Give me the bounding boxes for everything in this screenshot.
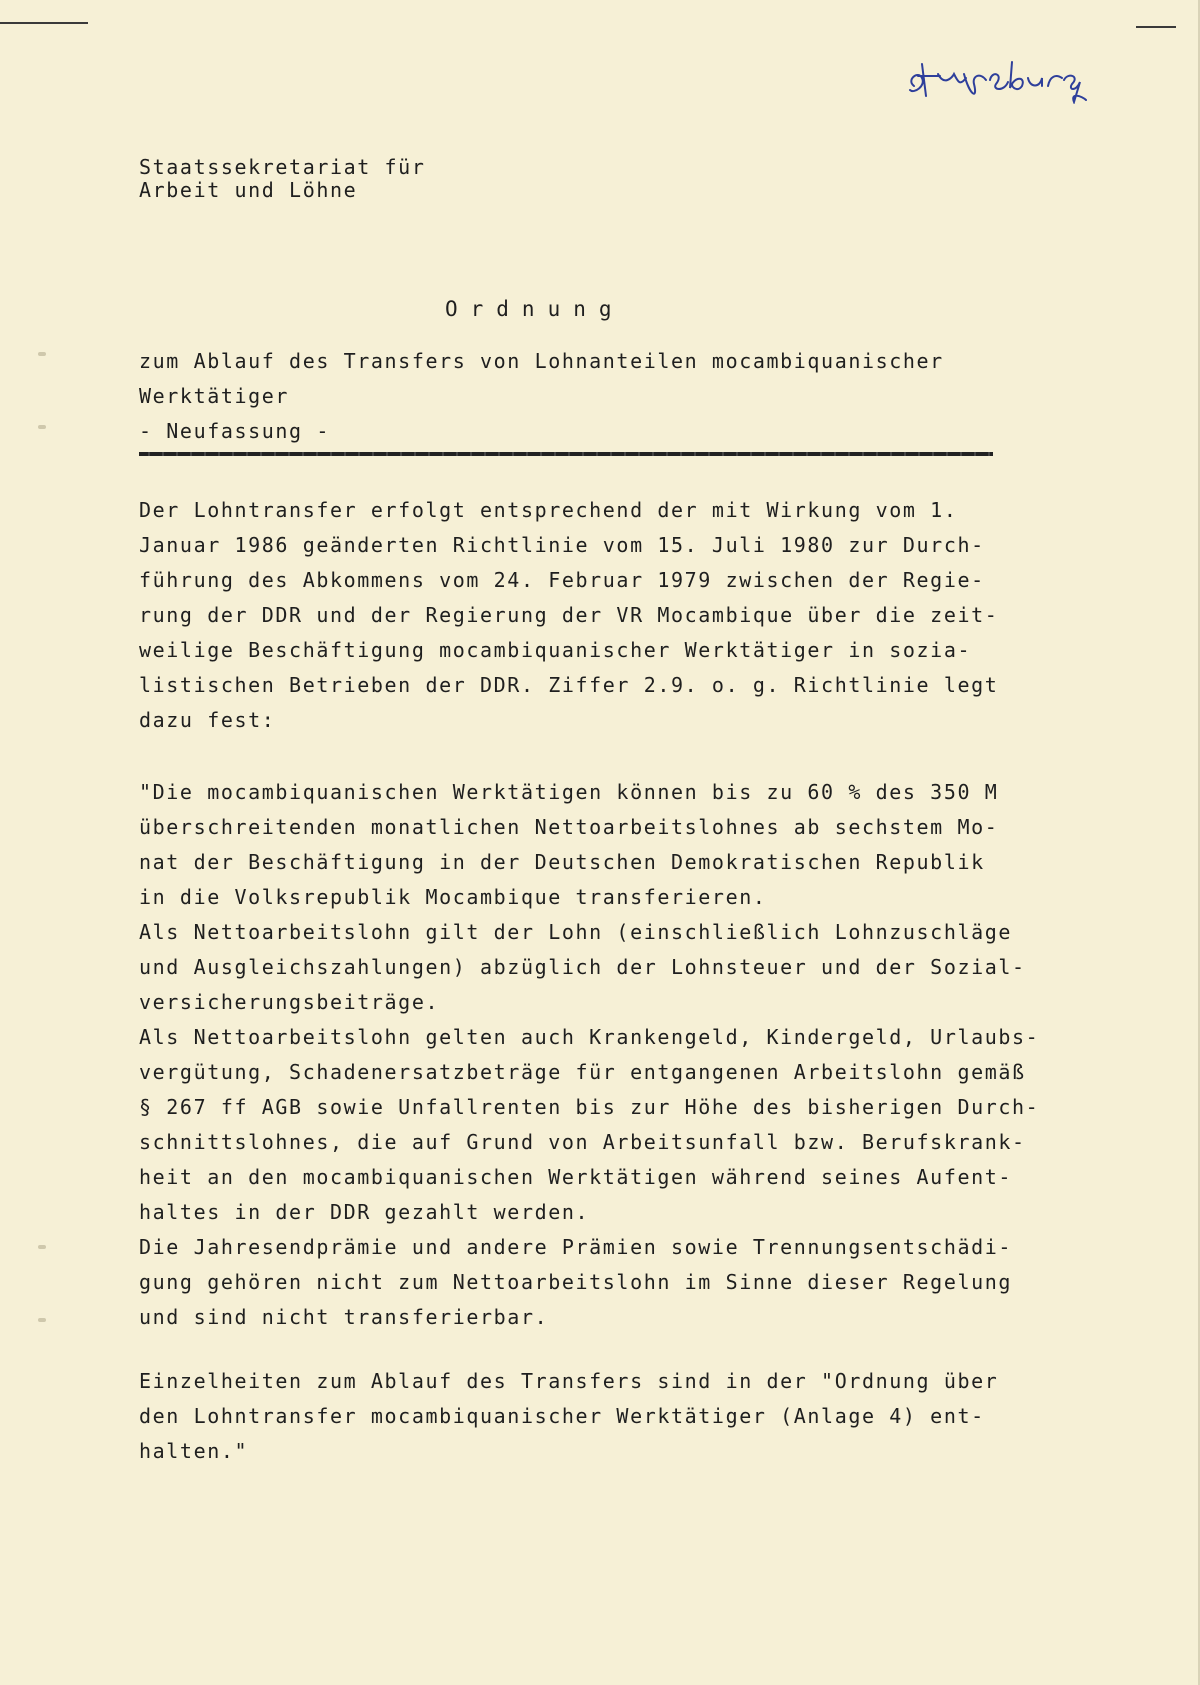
text-line: Januar 1986 geänderten Richtlinie vom 15. Juli 1980 zur Durch- — [139, 533, 985, 557]
paragraph-intro — [139, 493, 1089, 738]
text-line: versicherungsbeiträge. — [139, 990, 440, 1014]
issuer-header — [139, 156, 425, 202]
text-line: dazu fest: — [139, 708, 276, 732]
text-line: "Die mocambiquanischen Werktätigen können bis zu 60 % des 350 M — [139, 780, 999, 804]
text-line: vergütung, Schadenersatzbeträge für entgangenen Arbeitslohn gemäß — [139, 1060, 1026, 1084]
text-line: führung des Abkommens vom 24. Februar 1979 zwischen der Regie- — [139, 568, 985, 592]
text-line: und sind nicht transferierbar. — [139, 1305, 549, 1329]
punch-hole-mark — [38, 1245, 46, 1249]
punch-hole-mark — [38, 425, 46, 429]
handwritten-signature — [900, 56, 1090, 104]
text-line: § 267 ff AGB sowie Unfallrenten bis zur Höhe des bisherigen Durch- — [139, 1095, 1040, 1119]
text-line: Einzelheiten zum Ablauf des Transfers sind in der "Ordnung über — [139, 1369, 999, 1393]
punch-hole-mark — [38, 352, 46, 356]
text-line: haltes in der DDR gezahlt werden. — [139, 1200, 590, 1224]
text-line: listischen Betrieben der DDR. Ziffer 2.9. o. g. Richtlinie legt — [139, 673, 999, 697]
paragraph-quote — [139, 775, 1089, 1335]
title-underline — [139, 452, 993, 456]
text-line: nat der Beschäftigung in der Deutschen Demokratischen Republik — [139, 850, 985, 874]
text-line: heit an den mocambiquanischen Werktätigen während seines Aufent- — [139, 1165, 1013, 1189]
scan-edge-mark-right — [1136, 26, 1176, 28]
text-line: halten." — [139, 1439, 249, 1463]
document-title: Ordnung — [445, 297, 625, 321]
paragraph-closing — [139, 1364, 1089, 1469]
text-line: weilige Beschäftigung mocambiquanischer Werktätiger in sozia- — [139, 638, 972, 662]
header-line: Staatssekretariat für — [139, 155, 426, 179]
text-line: in die Volksrepublik Mocambique transferieren. — [139, 885, 767, 909]
text-line: den Lohntransfer mocambiquanischer Werktätiger (Anlage 4) ent- — [139, 1404, 985, 1428]
scan-edge-mark — [0, 22, 88, 24]
header-line: Arbeit und Löhne — [139, 178, 358, 202]
text-line: Der Lohntransfer erfolgt entsprechend der mit Wirkung vom 1. — [139, 498, 958, 522]
subtitle-line: Werktätiger — [139, 384, 290, 408]
text-line: rung der DDR und der Regierung der VR Mocambique über die zeit- — [139, 603, 999, 627]
text-line: überschreitenden monatlichen Nettoarbeitslohnes ab sechstem Mo- — [139, 815, 999, 839]
text-line: schnittslohnes, die auf Grund von Arbeitsunfall bzw. Berufskrank- — [139, 1130, 1026, 1154]
punch-hole-mark — [38, 1318, 46, 1322]
subtitle-line: zum Ablauf des Transfers von Lohnanteilen mocambiquanischer — [139, 349, 944, 373]
text-line: Die Jahresendprämie und andere Prämien sowie Trennungsentschädi- — [139, 1235, 1013, 1259]
subtitle-line: - Neufassung - — [139, 419, 330, 443]
text-line: Als Nettoarbeitslohn gilt der Lohn (einschließlich Lohnzuschläge — [139, 920, 1013, 944]
text-line: gung gehören nicht zum Nettoarbeitslohn im Sinne dieser Regelung — [139, 1270, 1013, 1294]
signature-drawing — [900, 56, 1090, 104]
document-subtitle — [139, 344, 944, 449]
text-line: Als Nettoarbeitslohn gelten auch Krankengeld, Kindergeld, Urlaubs- — [139, 1025, 1040, 1049]
text-line: und Ausgleichszahlungen) abzüglich der Lohnsteuer und der Sozial- — [139, 955, 1026, 979]
